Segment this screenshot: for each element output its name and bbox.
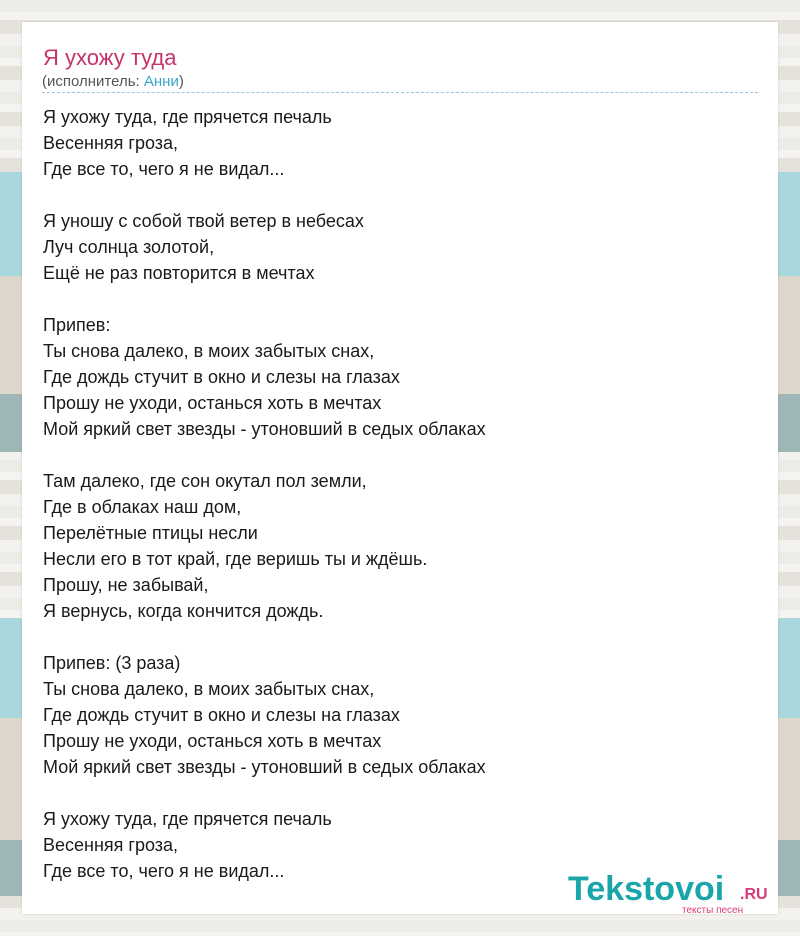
- lyric-line: Я вернусь, когда кончится дождь.: [43, 601, 324, 621]
- lyric-line: Где все то, чего я не видал...: [43, 861, 285, 881]
- lyric-line: Прошу, не забывай,: [43, 575, 209, 595]
- lyric-line: Луч солнца золотой,: [43, 237, 215, 257]
- lyric-line: Ты снова далеко, в моих забытых снах,: [43, 341, 375, 361]
- lyric-line: Где все то, чего я не видал...: [43, 159, 285, 179]
- lyric-line: Прошу не уходи, останься хоть в мечтах: [43, 731, 382, 751]
- lyric-line: [43, 442, 486, 468]
- artist-prefix: (исполнитель:: [42, 73, 144, 90]
- logo-wordmark: Tekstovoi: [568, 870, 725, 908]
- lyrics-text: [43, 104, 486, 884]
- lyric-line: Я ухожу туда, где прячется печаль: [43, 809, 332, 829]
- song-title: Я ухожу туда: [43, 45, 177, 70]
- title-divider: [42, 92, 758, 93]
- lyrics-card: [22, 22, 778, 914]
- lyric-line: Мой яркий свет звезды - утоновший в седых облаках: [43, 419, 486, 439]
- lyric-line: Где дождь стучит в окно и слезы на глазах: [43, 705, 400, 725]
- lyric-line: [43, 624, 486, 650]
- artist-line: [42, 73, 184, 91]
- lyric-line: Где дождь стучит в окно и слезы на глазах: [43, 367, 400, 387]
- lyric-line: [43, 780, 486, 806]
- lyric-line: Где в облаках наш дом,: [43, 497, 242, 517]
- lyric-line: Я уношу с собой твой ветер в небесах: [43, 211, 364, 231]
- lyric-line: Перелётные птицы несли: [43, 523, 258, 543]
- lyric-line: Несли его в тот край, где веришь ты и ждёшь.: [43, 549, 428, 569]
- lyric-line: Прошу не уходи, останься хоть в мечтах: [43, 393, 382, 413]
- artist-suffix: ): [178, 73, 184, 90]
- site-logo[interactable]: [568, 870, 778, 914]
- logo-tagline: тексты песен: [682, 905, 744, 916]
- lyric-line: Весенняя гроза,: [43, 133, 179, 153]
- lyric-line: Ещё не раз повторится в мечтах: [43, 263, 315, 283]
- lyric-line: Припев:: [43, 315, 111, 335]
- lyric-line: Весенняя гроза,: [43, 835, 179, 855]
- logo-tld: .RU: [740, 886, 768, 903]
- lyric-line: Припев: (3 раза): [43, 653, 181, 673]
- lyric-line: Мой яркий свет звезды - утоновший в седых облаках: [43, 757, 486, 777]
- lyric-line: Там далеко, где сон окутал пол земли,: [43, 471, 367, 491]
- lyric-line: Я ухожу туда, где прячется печаль: [43, 107, 332, 127]
- lyric-line: Ты снова далеко, в моих забытых снах,: [43, 679, 375, 699]
- artist-link[interactable]: Анни: [143, 73, 179, 90]
- lyric-line: [43, 182, 486, 208]
- lyric-line: [43, 286, 486, 312]
